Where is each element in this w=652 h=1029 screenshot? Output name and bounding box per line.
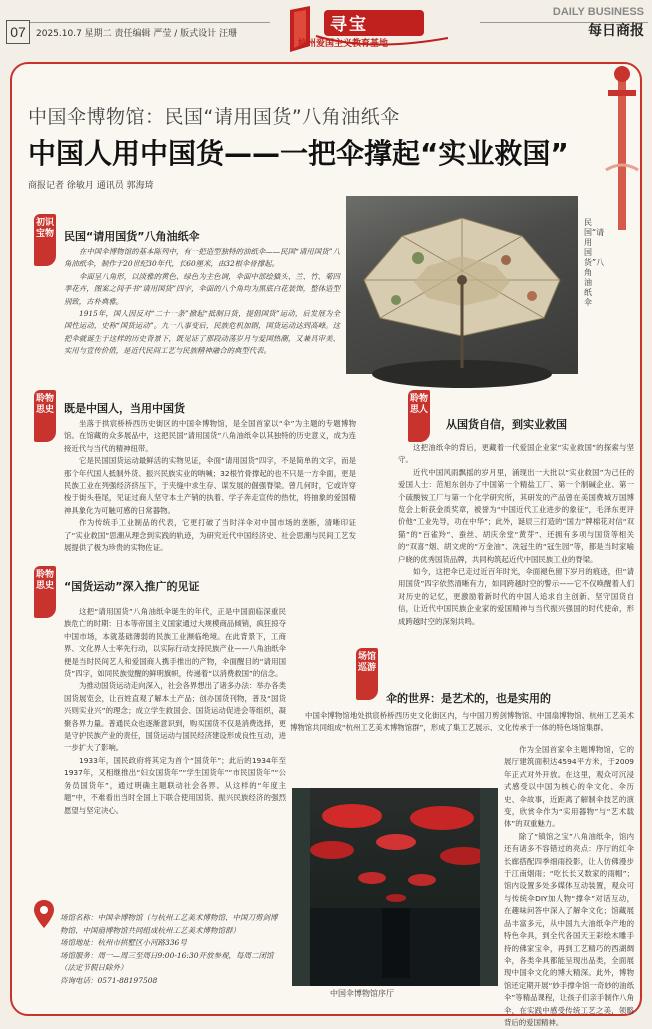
page-number: 07 [6,20,30,44]
museum-caption: 中国伞博物馆序厅 [330,989,394,998]
section-tag-2: 聆物思史 [34,390,56,442]
paragraph: 近代中国风雨飘摇的岁月里，涌现出一大批以“实业救国”为己任的爱国人士：范旭东创办了中国第一个精盐工厂、第一个制碱企业、第一个硫酸铵工厂与第一个化学研究所，其研发的产品曾在美国费城万国博览会上斩获金质奖章，被誉为“中国近代工业进步的象征”，毛泽东更评价他“工业先导，功在中华”；此外，诞辰三打造的“国力”牌棉花对信“双猫”的“百雀羚”、蚕丝、胡庆余堂“黄芽”、还拥有多项与国货等相关的“双喜”烟、胡文虎的“万金油”、冼冠生的“冠生园”等，都是当时家喻户晓的优秀国货品牌，共同构筑起近代中国民族工业的脊梁。 [398,467,634,564]
section-tag-3: 聆物思史 [34,566,56,618]
section-body-3 [64,606,286,896]
section-body-4 [398,442,634,628]
paragraph: 在中国伞博物馆的基本陈列中，有一把造型独特的油纸伞——民国“请用国货”八角油纸伞，制作于20世纪30年代，长60厘米，由32根伞骨撑起。 [64,247,340,269]
paragraph: 除了“镇馆之宝”八角油纸伞，馆内还有诸多不容错过的亮点：序厅的红伞长廊搭配四季细雨投影，让人仿佛漫步于江南烟雨；“吃长长又数家的雨帽”；馆内设置多处多媒体互动装置，观众可与传统伞DIY加人物“撑伞”对话互动，在趣味问答中深入了解伞文化；馆藏展品丰富多元，从中国九大油纸伞产地的特色伞具，到全代各国天王彩绘木雕手持的佛家宝伞，再到工艺精巧的西湖绸伞，各类伞具都能呈现出品类，全面展现中国伞文化的博大精深。此外，博物馆还定期开展“妙手撑伞馆一奇妙的油纸伞”等精品课程，让孩子们亲手制作八角伞，在实践中感受传统工艺之美，领略背后的爱国精神。 [504,831,634,1027]
article-headline: 中国人用中国货——一把伞撑起“实业救国” [28,137,569,170]
section-title-5: 伞的世界：是艺术的，也是实用的 [386,692,551,705]
column-title: 寻宝 [330,15,368,35]
article-subtitle: 中国伞博物馆：民国“请用国货”八角油纸伞 [28,106,400,128]
paragraph: 它是民国国货运动最鲜活的实物见证，伞面“请用国货”四字，不是简单的文字，而是那个年代国人抵制外货、振兴民族实业的呐喊；32根竹骨撑起的也不只是一方伞面，更是民族工业在列强经济挤压下，于夹缝中求生存、谋发展的倔强脊梁。曾几何时，它或许穿梭于街头巷尾，见证过商人坚守本土产销的执着、学子奔走宣传的热忱，将抽象的爱国精神具象化为可触可感的日常器物。 [64,456,356,515]
issue-meta: 2025.10.7 星期二 责任编辑 严莹 / 版式设计 汪珊 [36,29,238,39]
venue-info [60,912,280,987]
paragraph: 这把油纸伞的背后，更藏着一代爱国企业家“实业救国”的探索与坚守。 [398,443,634,465]
section-title-2: 既是中国人，当用中国货 [64,402,185,415]
paragraph: 中国伞博物馆地处拱宸桥桥西历史文化街区内，与中国刀剪剑博物馆、中国扇博物馆、杭州工艺美术博物馆共同组成“杭州工艺美术博物馆群”，形成了集工艺展示、文化传承于一体的特色场馆集群。 [290,711,634,733]
paragraph: 1915年，国人因反对“二十一条”掀起“抵制日货，提倡国货”运动，后发展为全国性运动，史称“国货运动”。九一八事变后，民族危机加剧，国货运动达到高峰。这把伞就诞生于这样的历史背景下，既见证了那段动荡岁月与爱国热潮，又兼具审美、实用与宣传价值，是近代民间工艺与民族精神融合的典型代表。 [64,309,340,356]
article-byline: 商报记者 徐敏月 通讯员 郭海琦 [28,181,154,191]
paragraph: 坐落于拱宸桥桥西历史街区的中国伞博物馆，是全国首家以“伞”为主题的专题博物馆。在馆藏的众多展品中，这把民国“请用国货”八角油纸伞以其独特的历史意义，成为连接近代与当代的精神纽带。 [64,419,356,453]
header-rule [30,22,270,23]
paper-name-en: DAILY BUSINESS [552,6,644,18]
paragraph: 如今，这把伞已走过近百年时光，伞面褪色留下岁月的痕迹，但“请用国货”四字依然清晰有力，如同跨越时空的警示——它不仅唤醒着人们对历史的记忆，更激励着新时代的中国人追求自主创新、坚守国货自信，让近代中国民族企业家的爱国精神与当代振兴强国的时代使命，形成跨越时空的深刻共鸣。 [398,567,634,626]
section-body-5 [504,744,634,1027]
paragraph: 为推动国货运动走向深入，社会各界想出了诸多办法：举办各类国货展览会，让百姓直观了解本土产品；创办国货刊物，普及“国货兴则实业兴”的理念；成立学生救国会、国货运动促进会等组织，凝聚各界力量。普通民众也逐渐意识到，购买国货不仅是消费选择，更是守护民族产业的责任，国货运动与国民经济建设形成良性互动，进一步扩大了影响。 [64,681,286,753]
section-tag-4: 聆物思人 [408,390,430,442]
venue-phone: 咨询电话：0571-88197508 [60,975,158,985]
section-body-2 [64,418,356,554]
section-body-1 [64,246,340,386]
paragraph: 1933年，国民政府将其定为首个“国货年”；此后的1934年至1937年，又相继推出“妇女国货年”“学生国货年”“市民国货年”“公务员国货年”，通过明确主题联动社会各界。从这样的“年度主题”中，不难看出当时全国上下联合使用国货、振兴民族经济的强烈愿望与坚定决心。 [64,755,286,815]
paragraph: 作为全国首家伞主题博物馆，它的展厅建筑面积达4594平方米，于2009年正式对外开放。在这里，观众可沉浸式感受以中国为核心的伞文化、伞历史、伞故事，近距离了解制伞技艺的演变，欣赏伞作为“实用器物”与“艺术载体”的双重魅力。 [504,745,634,829]
section-title-3: “国货运动”深入推广的见证 [64,580,200,593]
venue-name: 场馆名称：中国伞博物馆（与杭州工艺美术博物馆、中国刀剪剑博物馆、中国扇博物馆共同组成杭州工艺美术博物馆群） [60,913,278,935]
section-tag-1: 初识宝物 [34,214,56,266]
umbrella-caption: 民国“请用国货”八角油纸伞 [584,218,605,307]
huabiao-pillar-icon [604,60,640,230]
section-title-1: 民国“请用国货”八角油纸伞 [64,230,200,243]
oil-paper-umbrella-icon [346,196,578,374]
red-umbrella-corridor-icon [292,788,498,986]
column-subtitle: 杭州爱国主义教育基地 [298,39,389,49]
umbrella-photo [346,196,578,374]
venue-hours: 场馆服务：周一—周三至周日9:00-16:30开放参观，每周二闭馆（法定节假日除外） [60,950,274,972]
paragraph: 作为传统手工业制品的代表，它更打破了当时洋伞对中国市场的垄断，清晰印证了“实业救国”思潮从理念到实践的轨迹，为研究近代中国经济史、社会思潮与民间工艺发展提供了极为珍贵的实物佐证。 [64,518,356,553]
section-title-4: 从国货自信，到实业救国 [446,418,567,431]
location-pin-icon [34,900,54,928]
section-tag-5: 场馆巡游 [356,648,378,700]
paper-name-cn: 每日商报 [588,23,644,39]
paragraph: 这把“请用国货”八角油纸伞诞生的年代，正是中国面临深重民族危亡的时期：日本等帝国主义国家通过大规模商品倾销，疯狂掠夺中国市场，本就基础薄弱的民族工业濒临绝境。在此背景下，工商界、文化界人士率先行动，以实际行动支持民族产业——八角油纸伞便是当时民间艺人和爱国商人携手推出的产物，伞面醒目的“请用国货”四字，如同民族觉醒的鲜明旗帜，传递着“以消费救国”的信念。 [64,607,286,679]
museum-hall-photo [292,788,498,986]
paragraph: 伞面呈八角形，以淡雅的黄色、绿色为主色调，伞面中部绘猫头、兰、竹、菊四季花卉，图案之间手书“请用国货”四字，伞面的八个角均为黑底白花装饰，整体造型别致，古朴典雅。 [64,271,340,306]
venue-address: 场馆地址：杭州市拱墅区小河路336号 [60,938,187,947]
